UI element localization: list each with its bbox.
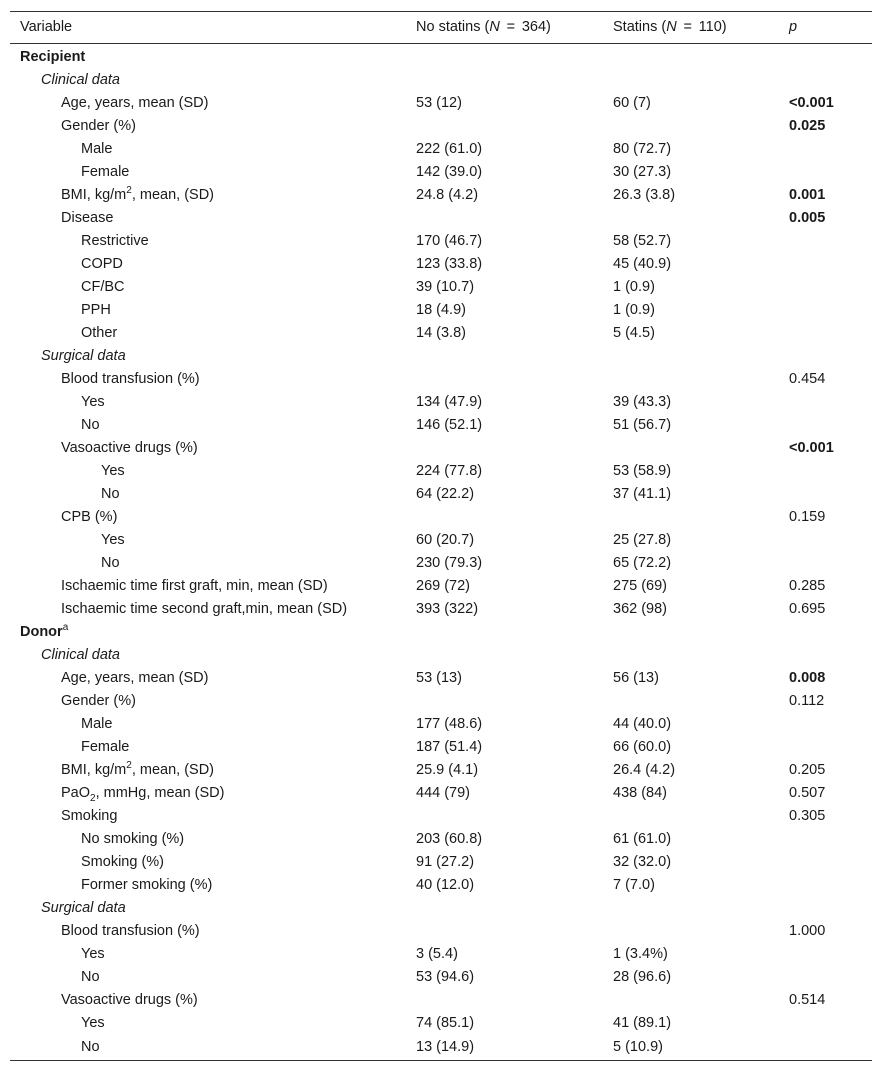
row-label: Yes (81, 946, 105, 962)
table-row (10, 598, 872, 621)
section-title-recipient: Recipient (20, 49, 86, 65)
table-row (10, 920, 872, 943)
table-row (10, 667, 872, 690)
row-label: Former smoking (%) (81, 877, 213, 893)
cell-statins: 58 (52.7) (613, 233, 672, 249)
section-row (10, 621, 872, 644)
cell-p-value: 0.112 (789, 693, 825, 709)
subsection-title: Surgical data (41, 348, 126, 364)
table-row (10, 851, 872, 874)
cell-no-statins: 60 (20.7) (416, 532, 475, 548)
table-row (10, 138, 872, 161)
table-row (10, 1035, 872, 1061)
table-row (10, 92, 872, 115)
row-label: No (101, 486, 120, 502)
row-label: Age, years, mean (SD) (61, 670, 209, 686)
cell-p-value: <0.001 (789, 95, 834, 111)
table-row (10, 552, 872, 575)
table-row (10, 460, 872, 483)
cell-p-value: 0.454 (789, 371, 826, 387)
row-label: Restrictive (81, 233, 149, 249)
cell-no-statins: 444 (79) (416, 785, 471, 801)
cell-no-statins: 74 (85.1) (416, 1015, 475, 1031)
cell-p-value: 0.159 (789, 509, 826, 525)
cell-statins: 39 (43.3) (613, 394, 672, 410)
cell-no-statins: 39 (10.7) (416, 279, 475, 295)
table-row (10, 506, 872, 529)
row-label: No (101, 555, 120, 571)
row-label: Age, years, mean (SD) (61, 95, 209, 111)
cell-no-statins: 53 (94.6) (416, 969, 475, 985)
cell-p-value: <0.001 (789, 440, 834, 456)
cell-statins: 362 (98) (613, 601, 668, 617)
table-row (10, 759, 872, 782)
cell-statins: 438 (84) (613, 785, 668, 801)
subsection-row (10, 345, 872, 368)
cell-no-statins: 393 (322) (416, 601, 479, 617)
cell-statins: 80 (72.7) (613, 141, 672, 157)
cell-statins: 1 (3.4%) (613, 946, 668, 962)
cell-no-statins: 18 (4.9) (416, 302, 466, 318)
cell-statins: 44 (40.0) (613, 716, 672, 732)
cell-no-statins: 170 (46.7) (416, 233, 483, 249)
row-label: Smoking (61, 808, 118, 824)
cell-statins: 56 (13) (613, 670, 659, 686)
table-row (10, 690, 872, 713)
row-label: Smoking (%) (81, 854, 164, 870)
table-row (10, 874, 872, 897)
table-row (10, 782, 872, 805)
table-row (10, 575, 872, 598)
subsection-title: Surgical data (41, 900, 126, 916)
cell-no-statins: 146 (52.1) (416, 417, 483, 433)
cell-no-statins: 40 (12.0) (416, 877, 475, 893)
row-label: Disease (61, 210, 114, 226)
subsection-title: Clinical data (41, 72, 120, 88)
table-row (10, 989, 872, 1012)
cell-p-value: 0.008 (789, 670, 826, 686)
cell-statins: 37 (41.1) (613, 486, 672, 502)
table-row (10, 368, 872, 391)
row-label: BMI, $kg/m^2$, mean, (SD) (61, 760, 215, 778)
cell-statins: 65 (72.2) (613, 555, 672, 571)
cell-p-value: 0.205 (789, 762, 826, 778)
cell-no-statins: 222 (61.0) (416, 141, 483, 157)
section-row (10, 44, 872, 70)
table-row (10, 253, 872, 276)
cell-statins: 41 (89.1) (613, 1015, 672, 1031)
table-row (10, 115, 872, 138)
row-label: Gender (%) (61, 118, 136, 134)
cell-p-value: 0.514 (789, 992, 826, 1008)
cell-statins: 7 (7.0) (613, 877, 655, 893)
row-label: COPD (81, 256, 123, 272)
cell-no-statins: 177 (48.6) (416, 716, 483, 732)
table-row (10, 805, 872, 828)
cell-no-statins: 14 (3.8) (416, 325, 466, 341)
table-container (10, 11, 872, 1061)
table-row (10, 322, 872, 345)
row-label: Yes (81, 394, 105, 410)
cell-no-statins: 224 (77.8) (416, 463, 483, 479)
row-label: PaO$_2$, mmHg, mean (SD) (61, 785, 225, 804)
cell-statins: 28 (96.6) (613, 969, 672, 985)
row-label: Yes (101, 532, 125, 548)
table-row (10, 414, 872, 437)
cell-statins: 1 (0.9) (613, 279, 655, 295)
cell-no-statins: 91 (27.2) (416, 854, 475, 870)
cell-no-statins: 64 (22.2) (416, 486, 475, 502)
row-label: Other (81, 325, 118, 341)
table-row (10, 299, 872, 322)
cell-no-statins: 53 (13) (416, 670, 462, 686)
row-label: Male (81, 141, 113, 157)
cell-statins: 1 (0.9) (613, 302, 655, 318)
cell-no-statins: 13 (14.9) (416, 1039, 475, 1055)
table-row (10, 437, 872, 460)
cell-p-value: 1.000 (789, 923, 826, 939)
table-row (10, 1012, 872, 1035)
row-label: Ischaemic time second graft,min, mean (SD) (61, 601, 348, 617)
cell-statins: 275 (69) (613, 578, 668, 594)
statins-comparison-table (10, 11, 872, 1061)
table-row (10, 713, 872, 736)
row-label: Blood transfusion (%) (61, 923, 200, 939)
cell-statins: 53 (58.9) (613, 463, 672, 479)
table-row (10, 529, 872, 552)
cell-statins: 26.3 (3.8) (613, 187, 676, 203)
cell-statins: 66 (60.0) (613, 739, 672, 755)
cell-no-statins: 142 (39.0) (416, 164, 483, 180)
header-p-value: p (789, 19, 798, 35)
subsection-row (10, 644, 872, 667)
table-row (10, 966, 872, 989)
table-row (10, 230, 872, 253)
cell-p-value: 0.695 (789, 601, 826, 617)
cell-p-value: 0.025 (789, 118, 826, 134)
cell-statins: 5 (10.9) (613, 1039, 663, 1055)
table-row (10, 483, 872, 506)
row-label: Blood transfusion (%) (61, 371, 200, 387)
cell-statins: 61 (61.0) (613, 831, 672, 847)
table-row (10, 161, 872, 184)
row-label: Vasoactive drugs (%) (61, 992, 198, 1008)
row-label: Female (81, 739, 130, 755)
subsection-row (10, 897, 872, 920)
cell-statins: 51 (56.7) (613, 417, 672, 433)
row-label: Yes (81, 1015, 105, 1031)
cell-no-statins: 53 (12) (416, 95, 462, 111)
cell-p-value: 0.005 (789, 210, 826, 226)
row-label: Ischaemic time first graft, min, mean (SD) (61, 578, 328, 594)
header-no-statins: No statins (N = 364) (416, 19, 551, 35)
table-row (10, 207, 872, 230)
cell-statins: 26.4 (4.2) (613, 762, 676, 778)
table-row (10, 184, 872, 207)
cell-statins: 30 (27.3) (613, 164, 672, 180)
cell-p-value: 0.507 (789, 785, 826, 801)
subsection-title: Clinical data (41, 647, 120, 663)
cell-no-statins: 230 (79.3) (416, 555, 483, 571)
cell-no-statins: 187 (51.4) (416, 739, 483, 755)
row-label: CPB (%) (61, 509, 118, 525)
row-label: Female (81, 164, 130, 180)
cell-no-statins: 269 (72) (416, 578, 471, 594)
table-row (10, 828, 872, 851)
cell-statins: 60 (7) (613, 95, 651, 111)
row-label: CF/BC (81, 279, 125, 295)
cell-no-statins: 134 (47.9) (416, 394, 483, 410)
cell-statins: 32 (32.0) (613, 854, 672, 870)
table-row (10, 736, 872, 759)
row-label: No (81, 969, 100, 985)
cell-statins: 5 (4.5) (613, 325, 655, 341)
cell-statins: 45 (40.9) (613, 256, 672, 272)
cell-statins: 25 (27.8) (613, 532, 672, 548)
row-label: Gender (%) (61, 693, 136, 709)
table-row (10, 943, 872, 966)
cell-no-statins: 123 (33.8) (416, 256, 483, 272)
cell-p-value: 0.285 (789, 578, 826, 594)
header-variable: Variable (20, 19, 73, 35)
row-label: Vasoactive drugs (%) (61, 440, 198, 456)
cell-p-value: 0.001 (789, 187, 826, 203)
row-label: Male (81, 716, 113, 732)
cell-no-statins: 203 (60.8) (416, 831, 483, 847)
cell-no-statins: 25.9 (4.1) (416, 762, 479, 778)
row-label: Yes (101, 463, 125, 479)
row-label: No (81, 417, 100, 433)
row-label: BMI, $kg/m^2$, mean, (SD) (61, 185, 215, 203)
subsection-row (10, 69, 872, 92)
cell-no-statins: 3 (5.4) (416, 946, 458, 962)
cell-no-statins: 24.8 (4.2) (416, 187, 479, 203)
row-label: No (81, 1039, 100, 1055)
table-header-row (10, 12, 872, 44)
row-label: PPH (81, 302, 111, 318)
row-label: No smoking (%) (81, 831, 185, 847)
table-row (10, 276, 872, 299)
header-statins: Statins (N = 110) (613, 19, 727, 35)
table-row (10, 391, 872, 414)
cell-p-value: 0.305 (789, 808, 826, 824)
section-title-donor: Donor$^a$ (20, 622, 69, 640)
